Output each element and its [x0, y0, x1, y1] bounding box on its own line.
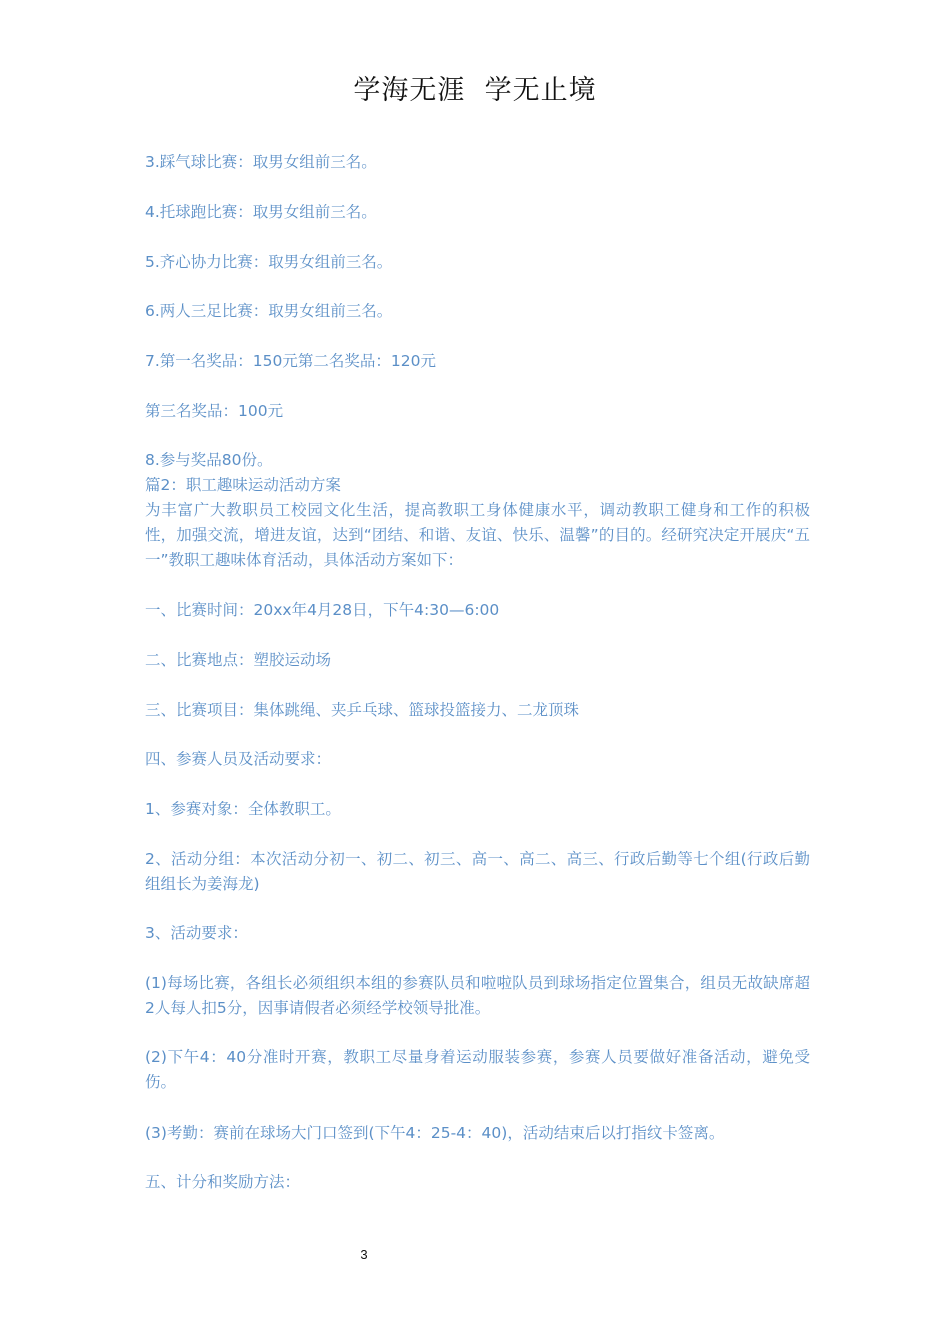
paragraph-item-6: 6.两人三足比赛：取男女组前三名。	[145, 302, 393, 320]
paragraph-third-prize: 第三名奖品：100元	[145, 402, 284, 420]
paragraph-time: 一、比赛时间：20xx年4月28日，下午4:30—6:00	[145, 601, 500, 619]
paragraph-location: 二、比赛地点：塑胶运动场	[145, 651, 332, 669]
paragraph-item-7: 7.第一名奖品：150元第二名奖品：120元	[145, 352, 436, 370]
page-number: 3	[360, 1247, 368, 1262]
paragraph-scoring-heading: 五、计分和奖励方法：	[145, 1173, 301, 1191]
paragraph-requirements-heading: 3、活动要求：	[145, 924, 248, 942]
paragraph-requirement-3: (3)考勤：赛前在球场大门口签到(下午4：25-4：40)，活动结束后以打指纹卡签离。	[145, 1124, 725, 1142]
paragraph-events: 三、比赛项目：集体跳绳、夹乒乓球、篮球投篮接力、二龙顶珠	[145, 701, 580, 719]
paragraph-item-5: 5.齐心协力比赛：取男女组前三名。	[145, 253, 393, 271]
section-heading-2: 篇2：职工趣味运动活动方案	[145, 476, 341, 494]
paragraph-participants-heading: 四、参赛人员及活动要求：	[145, 750, 332, 768]
paragraph-participants: 1、参赛对象：全体教职工。	[145, 800, 341, 818]
paragraph-intro: 为丰富广大教职员工校园文化生活，提高教职工身体健康水平，调动教职工健身和工作的积极性，加强交流，增进友谊，达到“团结、和谐、友谊、快乐、温馨”的目的。经研究决定开展庆“五一”教职工趣味体育活动，具体活动方案如下：	[145, 501, 810, 569]
paragraph-item-4: 4.托球跑比赛：取男女组前三名。	[145, 203, 377, 221]
paragraph-requirement-1: (1)每场比赛，各组长必须组织本组的参赛队员和啦啦队员到球场指定位置集合，组员无故缺席超2人每人扣5分，因事请假者必须经学校领导批准。	[145, 974, 810, 1017]
paragraph-item-8: 8.参与奖品80份。	[145, 451, 273, 469]
paragraph-groups: 2、活动分组：本次活动分初一、初二、初三、高一、高二、高三、行政后勤等七个组(行政后勤组组长为姜海龙)	[145, 850, 810, 893]
paragraph-requirement-2: (2)下午4：40分准时开赛，教职工尽量身着运动服装参赛，参赛人员要做好准备活动，避免受伤。	[145, 1048, 810, 1091]
paragraph-item-3: 3.踩气球比赛：取男女组前三名。	[145, 153, 377, 171]
page-header-title: 学海无涯 学无止境	[353, 75, 597, 106]
